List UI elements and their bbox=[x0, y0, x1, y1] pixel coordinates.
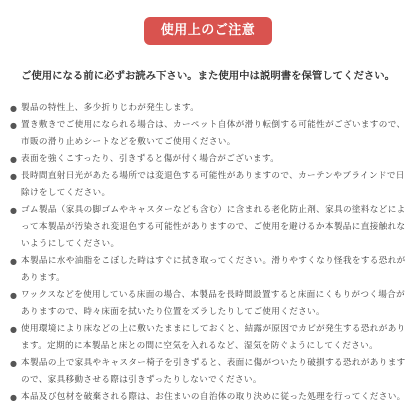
list-item bbox=[10, 202, 408, 253]
list-item-text: 本製品の上で家具やキャスター椅子を引きずると、表面に傷がついたり破損する恐れがありますので、家具移動させる際は引きずったりしないでください。 bbox=[21, 358, 406, 385]
bullet-icon: ● bbox=[10, 257, 17, 266]
list-item bbox=[10, 321, 408, 355]
list-item-text: 長時間直射日光があたる場所では変退色する可能性がありますので、カーテンやブラインドで日除けをしてください。 bbox=[21, 171, 405, 198]
list-item bbox=[10, 100, 408, 117]
list-item bbox=[10, 168, 408, 202]
list-item-text: ワックスなどを使用している床面の場合、本製品を長時間設置すると床面にくもりがつく場合がありますので、時々床面を拭いたり位置をズラしたりしてご使用ください。 bbox=[21, 290, 406, 317]
bullet-icon: ● bbox=[10, 291, 17, 300]
list-item-text: 使用環境により床などの上に敷いたままにしておくと、結露が原因でカビが発生する恐れがあります。定期的に本製品と床との間に空気を入れるなど、湿気を防ぐようにしてください。 bbox=[21, 324, 406, 351]
list-item bbox=[10, 117, 408, 151]
bullet-icon: ● bbox=[10, 104, 17, 113]
list-item bbox=[10, 355, 408, 389]
list-item-text: ゴム製品（家具の脚ゴムやキャスターなども含む）に含まれる老化防止剤、家具の塗料などによって本製品が汚染され変退色する可能性がありますので、ご使用を避けるか本製品に直接触れないようにしてください。 bbox=[21, 205, 406, 249]
list-item bbox=[10, 389, 408, 406]
bullet-icon: ● bbox=[10, 359, 17, 368]
intro-notice: ご使用になる前に必ずお読み下さい。また使用中は説明書を保管してください。 bbox=[20, 70, 396, 82]
list-item-text: 本品及び包材を破棄される際は、お住まいの自治体の取り決めに従った処理を行ってください。 bbox=[21, 392, 406, 402]
list-item-text: 製品の特性上、多少折りじわが発生します。 bbox=[21, 103, 200, 113]
caution-list bbox=[10, 100, 408, 406]
list-item-text: 表面を強くこすったり、引きずると傷が付く場合がございます。 bbox=[21, 154, 280, 164]
list-item bbox=[10, 287, 408, 321]
bullet-icon: ● bbox=[10, 325, 17, 334]
bullet-icon: ● bbox=[10, 393, 17, 402]
list-item bbox=[10, 151, 408, 168]
bullet-icon: ● bbox=[10, 206, 17, 215]
page-title: 使用上のご注意 bbox=[144, 17, 272, 45]
list-item-text: 本製品に水や油脂をこぼした時はすぐに拭き取ってください。滑りやすくなり怪我をする恐れがあります。 bbox=[21, 256, 406, 283]
bullet-icon: ● bbox=[10, 121, 17, 130]
bullet-icon: ● bbox=[10, 172, 17, 181]
list-item-text: 置き敷きでご使用になられる場合は、カーペット自体が滑り転倒する可能性がございますので、市販の滑り止めシートなどを敷いてご使用ください。 bbox=[21, 120, 406, 147]
bullet-icon: ● bbox=[10, 155, 17, 164]
list-item bbox=[10, 253, 408, 287]
